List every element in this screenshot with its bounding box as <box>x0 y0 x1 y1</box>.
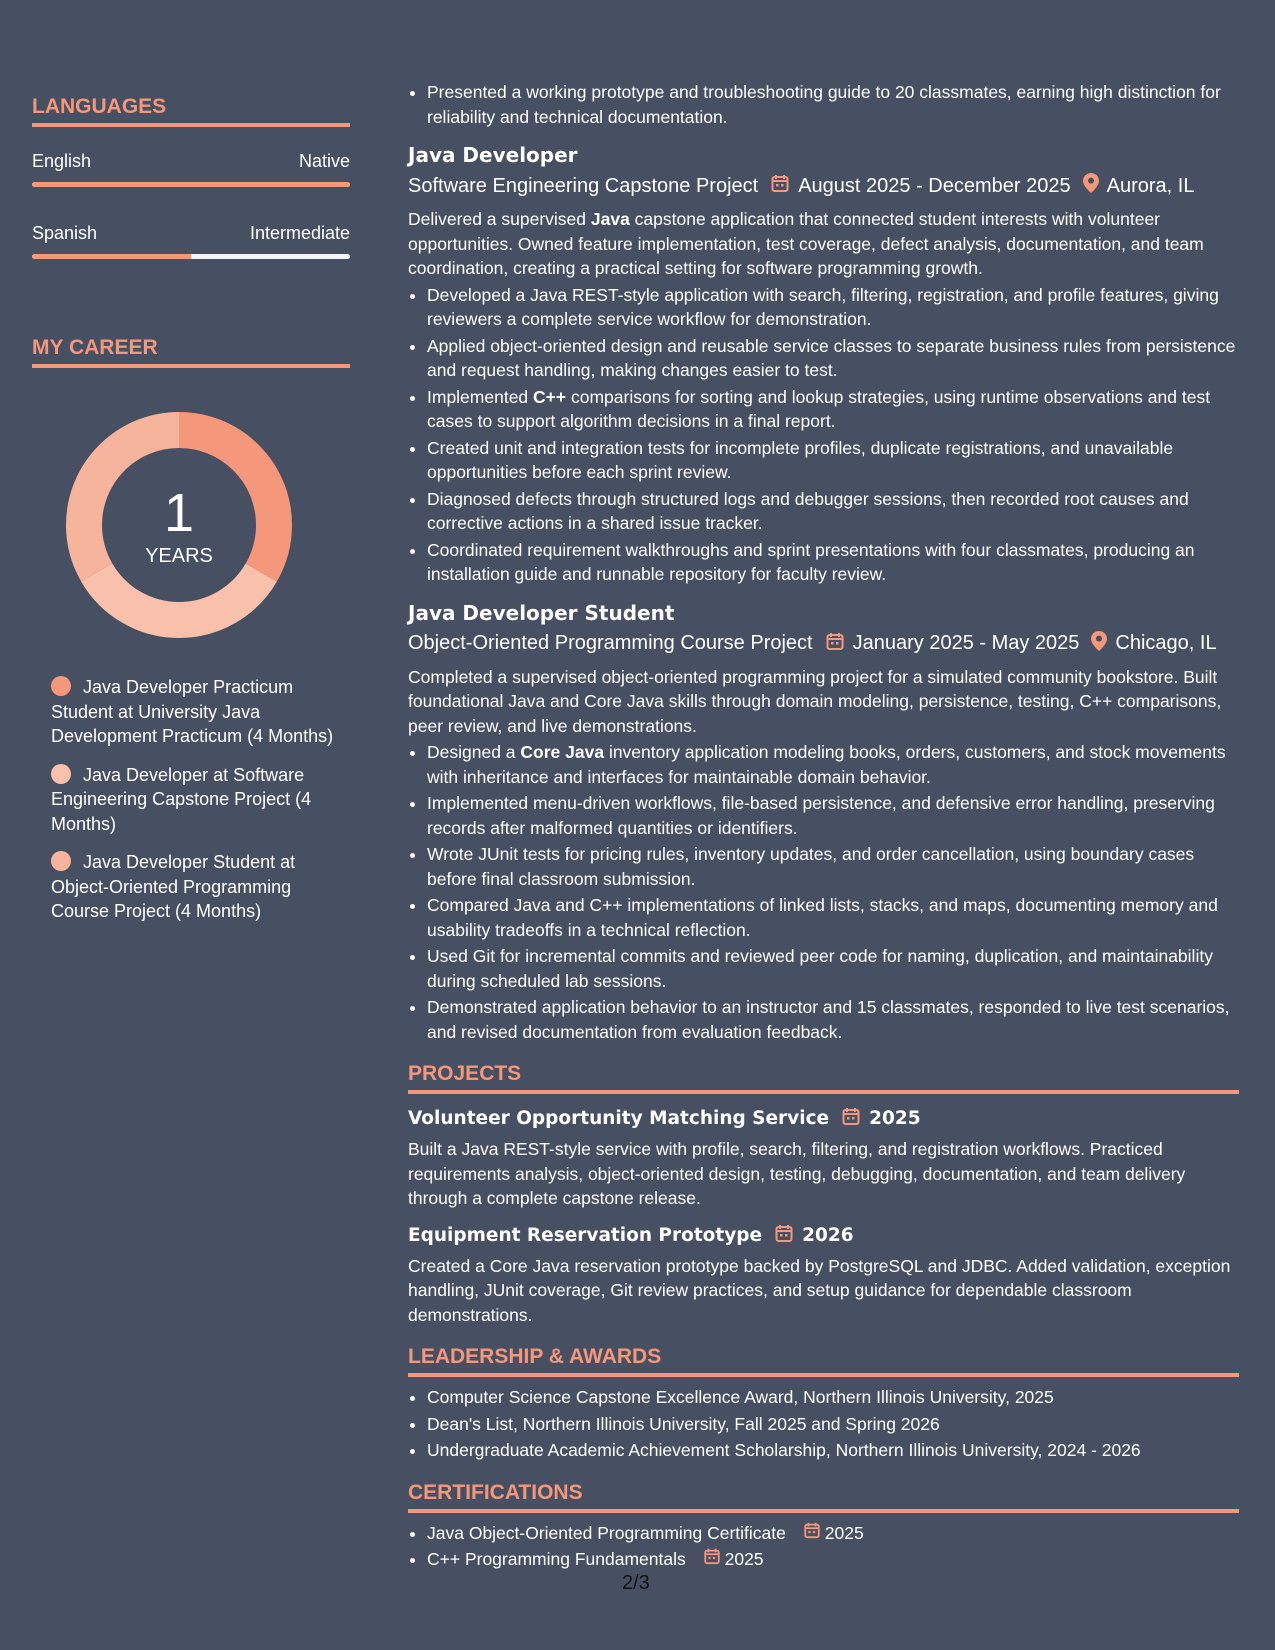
award-item: • Dean's List, Northern Illinois University, Fall 2025 and Spring 2026 <box>427 1412 1239 1437</box>
calendar-icon <box>770 173 790 199</box>
job-meta <box>408 631 1239 657</box>
project-header <box>408 1106 1239 1131</box>
career-title: MY CAREER <box>32 336 350 368</box>
languages-title: LANGUAGES <box>32 95 350 127</box>
project-name: Equipment Reservation Prototype <box>408 1224 763 1246</box>
bullet-item: • Applied object-oriented design and reusable service classes to separate business rules from persistence and request handling, making changes easier to test. <box>427 334 1239 383</box>
certification-name: Java Object-Oriented Programming Certificate <box>427 1522 786 1543</box>
career-dot <box>51 851 71 871</box>
bullet-item: • Implemented C++ comparisons for sorting and lookup strategies, using runtime observations and test cases to support algorithm decisions in a final report. <box>427 385 1239 434</box>
career-item <box>51 675 350 749</box>
language-bar <box>32 182 350 187</box>
previous-job-bullets <box>408 80 1239 129</box>
language-bar-fill <box>32 254 191 259</box>
job-organization: Software Engineering Capstone Project <box>408 174 759 197</box>
language-english <box>32 151 350 187</box>
bullet-item: • Used Git for incremental commits and reviewed peer code for naming, duplication, and maintainability during scheduled lab sessions. <box>427 944 1239 993</box>
career-item <box>51 763 350 837</box>
career-list <box>32 675 350 924</box>
job-bullets <box>408 740 1239 1044</box>
page-number: 2/3 <box>622 1572 650 1594</box>
bullet-item: • Designed a Core Java inventory application modeling books, orders, customers, and stock movements with inheritance and interfaces for maintainable domain behavior. <box>427 740 1239 789</box>
career-years-unit: YEARS <box>145 545 213 567</box>
job-location: Chicago, IL <box>1115 632 1217 654</box>
project-description: Built a Java REST-style service with profile, search, filtering, and registration workflows. Practiced requirements analysis, object-oriented design, testing, debugging, documentation, and team delivery through a complete capstone release. <box>408 1139 1186 1208</box>
calendar-icon <box>825 631 845 657</box>
bullet-item: • Diagnosed defects through structured logs and debugger sessions, then recorded root causes and corrective actions in a shared issue tracker. <box>427 487 1239 536</box>
calendar-icon <box>841 1106 861 1131</box>
career-item-text: Java Developer at Software Engineering Capstone Project (4 Months) <box>51 764 312 834</box>
certification-year: 2025 <box>824 1522 864 1543</box>
location-pin-icon <box>1091 631 1107 657</box>
project-entry <box>408 1223 1239 1328</box>
certifications-list <box>408 1521 1239 1572</box>
certification-item <box>427 1521 1239 1546</box>
main-content <box>408 0 1239 1574</box>
calendar-icon <box>774 1223 794 1248</box>
job-bullets <box>408 283 1239 587</box>
sidebar <box>32 0 350 938</box>
job-location: Aurora, IL <box>1106 174 1195 197</box>
bullet-item: • Implemented menu-driven workflows, file-based persistence, and defensive error handling, preserving records after malformed quantities or identifiers. <box>427 791 1239 840</box>
job-title: Java Developer Student <box>408 600 675 625</box>
award-item: • Computer Science Capstone Excellence Award, Northern Illinois University, 2025 <box>427 1385 1239 1410</box>
project-year: 2026 <box>802 1224 854 1246</box>
job-title: Java Developer <box>408 143 578 167</box>
job-meta <box>408 173 1239 199</box>
career-donut-chart <box>65 411 293 639</box>
project-year: 2025 <box>869 1108 921 1129</box>
language-bar <box>32 254 350 259</box>
bullet-item: • Created unit and integration tests for incomplete profiles, duplicate registrations, and unavailable opportunities before each sprint review. <box>427 436 1239 485</box>
award-item: • Undergraduate Academic Achievement Scholarship, Northern Illinois University, 2024 - 2026 <box>427 1438 1239 1463</box>
language-level: Native <box>298 151 350 171</box>
language-spanish <box>32 223 350 259</box>
project-entry <box>408 1106 1239 1211</box>
bullet-item: • Wrote JUnit tests for pricing rules, inventory updates, and order cancellation, using boundary cases before final classroom submission. <box>427 842 1239 891</box>
projects-title: PROJECTS <box>408 1062 1239 1094</box>
project-name: Volunteer Opportunity Matching Service <box>408 1108 830 1129</box>
bullet-item: • Compared Java and C++ implementations of linked lists, stacks, and maps, documenting memory and usability tradeoffs in a technical reflection. <box>427 893 1239 942</box>
location-pin-icon <box>1083 173 1099 199</box>
experience-entry <box>408 601 1239 1045</box>
job-dates: August 2025 - December 2025 <box>798 174 1071 197</box>
language-level: Intermediate <box>249 223 350 243</box>
language-name: English <box>32 151 92 171</box>
bullet-item: • Developed a Java REST-style application with search, filtering, registration, and profile features, giving reviewers a complete service workflow for demonstration. <box>427 283 1239 332</box>
career-dot <box>51 676 71 696</box>
job-dates: January 2025 - May 2025 <box>852 632 1080 654</box>
bullet-item: • Coordinated requirement walkthroughs and sprint presentations with four classmates, producing an installation guide and runnable repository for faculty review. <box>427 538 1239 587</box>
job-organization: Object-Oriented Programming Course Project <box>408 632 813 654</box>
calendar-icon <box>703 1547 721 1572</box>
certifications-title: CERTIFICATIONS <box>408 1481 1239 1513</box>
job-summary: Delivered a supervised Java capstone application that connected student interests with volunteer opportunities. Owned feature implementation, test coverage, defect analysis, documentation, and team coordination, creating a practical setting for software programming growth. <box>408 209 1204 278</box>
job-summary: Completed a supervised object-oriented programming project for a simulated community bookstore. Built foundational Java and Core Java skills through domain modeling, persistence, testing, C++ comparisons, peer review, and live demonstrations. <box>408 666 1222 736</box>
career-item-text: Java Developer Student at Object-Oriented Programming Course Project (4 Months) <box>51 852 296 921</box>
career-dot <box>51 764 71 784</box>
language-bar-fill <box>32 182 350 187</box>
career-years-number: 1 <box>163 483 195 543</box>
bullet-item: • Presented a working prototype and troubleshooting guide to 20 classmates, earning high distinction for reliability and technical documentation. <box>427 80 1239 129</box>
project-description: Created a Core Java reservation prototype backed by PostgreSQL and JDBC. Added validation, exception handling, JUnit coverage, Git review practices, and setup guidance for dependable classroom demonstrations. <box>408 1255 1231 1325</box>
career-item <box>51 850 350 924</box>
bullet-item: • Demonstrated application behavior to an instructor and 15 classmates, responded to live test scenarios, and revised documentation from evaluation feedback. <box>427 995 1239 1044</box>
certification-name: C++ Programming Fundamentals <box>427 1549 686 1569</box>
language-name: Spanish <box>32 223 98 243</box>
project-header <box>408 1223 1239 1248</box>
experience-entry <box>408 143 1239 587</box>
career-item-text: Java Developer Practicum Student at University Java Development Practicum (4 Months) <box>51 677 334 746</box>
certification-year: 2025 <box>724 1549 764 1569</box>
awards-title: LEADERSHIP & AWARDS <box>408 1345 1239 1377</box>
awards-list <box>408 1385 1239 1463</box>
certification-item <box>427 1547 1239 1572</box>
calendar-icon <box>803 1521 821 1546</box>
